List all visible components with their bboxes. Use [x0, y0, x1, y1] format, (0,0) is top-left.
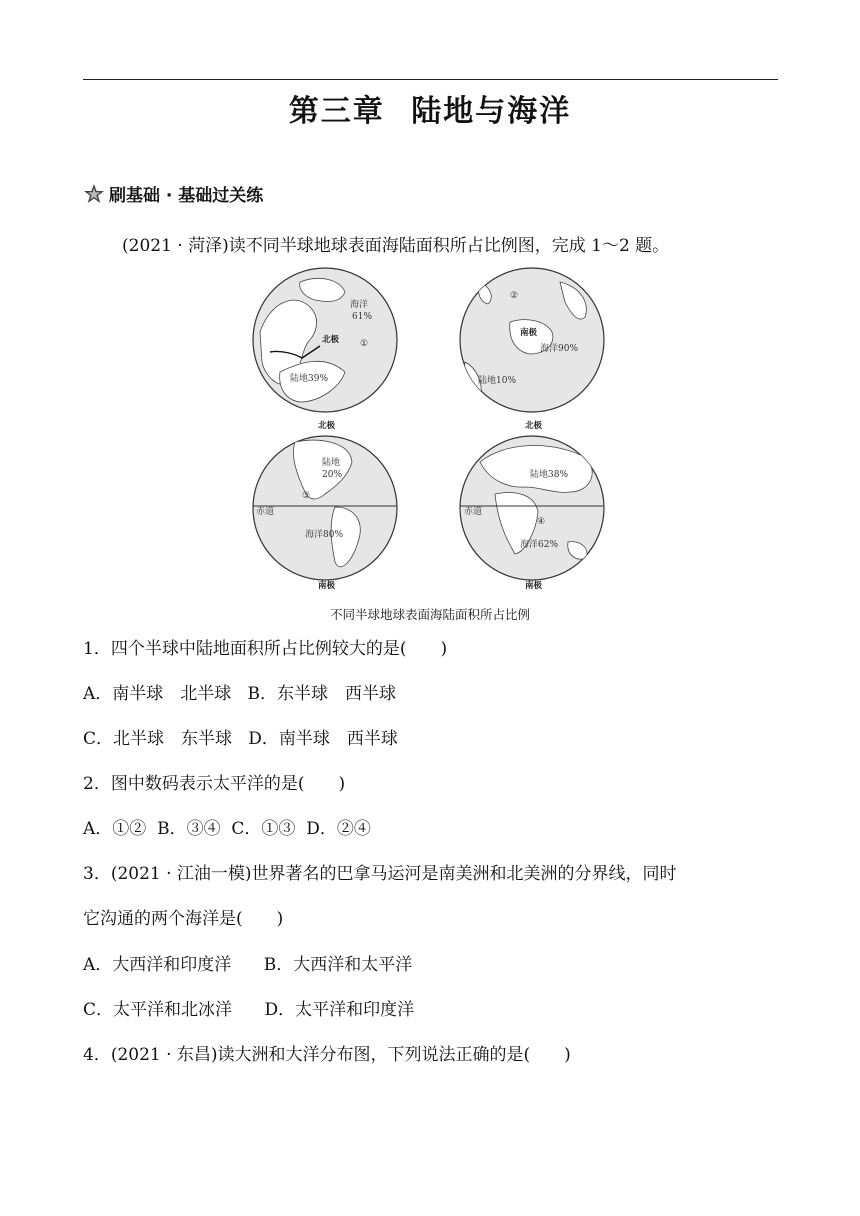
globe3-pole-bottom: 南极 — [318, 581, 336, 591]
top-rule — [83, 79, 778, 80]
globe2-marker: ② — [510, 291, 519, 301]
globe-west — [253, 420, 397, 591]
globe2-pole: 南极 — [520, 328, 538, 338]
star-icon — [83, 183, 105, 205]
question-3-stem-cont: 它沟通的两个海洋是( ) — [83, 909, 284, 929]
globe4-equator: 赤道 — [464, 507, 483, 517]
globe2-land-label: 陆地10% — [478, 376, 517, 386]
globe4-pole-top: 北极 — [525, 421, 543, 431]
globe3-marker: ③ — [302, 491, 311, 501]
globe-east — [460, 420, 604, 591]
globe3-land-label: 陆地 — [322, 458, 341, 468]
globe3-equator: 赤道 — [256, 507, 275, 517]
globe3-ocean-label: 海洋80% — [305, 530, 344, 540]
question-3-options-row-2 — [83, 995, 414, 1020]
globe4-marker: ④ — [537, 517, 546, 527]
option-b: B．大西洋和太平洋 — [263, 955, 413, 975]
figure-caption: 不同半球地球表面海陆面积所占比例 — [329, 607, 530, 622]
question-1-stem: 1．四个半球中陆地面积所占比例较大的是( ) — [83, 639, 448, 659]
globe1-ocean-pct: 61% — [352, 312, 373, 322]
globe1-marker: ① — [360, 339, 369, 349]
hemisphere-figure — [240, 262, 620, 602]
section-title: 刷基础 · 基础过关练 — [109, 186, 264, 206]
question-2-options — [83, 814, 371, 839]
question-1-options-row-2 — [83, 724, 398, 749]
globe4-ocean-label: 海洋62% — [520, 540, 559, 550]
globe2-ocean-label: 海洋90% — [540, 344, 579, 354]
option-b: B．③④ — [157, 819, 221, 839]
globe4-land-label: 陆地38% — [530, 470, 569, 480]
question-3-options-row-1 — [83, 950, 412, 975]
globe-north — [253, 268, 397, 412]
globe3-pole-top: 北极 — [318, 421, 336, 431]
option-c: C．①③ — [231, 819, 296, 839]
option-c: C．太平洋和北冰洋 — [83, 1000, 233, 1020]
globe1-ocean-label: 海洋 — [350, 300, 369, 310]
hemispheres-image — [240, 262, 620, 602]
option-a: A．①② — [83, 819, 147, 839]
option-c: C．北半球 东半球 — [83, 729, 233, 749]
globe1-pole: 北极 — [322, 335, 340, 345]
intro-text: (2021 · 菏泽)读不同半球地球表面海陆面积所占比例图，完成 1～2 题。 — [122, 236, 670, 256]
globe4-pole-bottom: 南极 — [525, 581, 543, 591]
option-d: D．太平洋和印度洋 — [264, 1000, 415, 1020]
question-4-stem: 4．(2021 · 东昌)读大洲和大洋分布图，下列说法正确的是( ) — [83, 1045, 571, 1065]
globe-south — [460, 268, 604, 412]
option-d: D．②④ — [306, 819, 371, 839]
option-a: A．大西洋和印度洋 — [83, 955, 232, 975]
section-header — [83, 181, 263, 206]
globe1-land-label: 陆地39% — [290, 374, 329, 384]
question-2-stem: 2．图中数码表示太平洋的是( ) — [83, 774, 346, 794]
option-d: D．南半球 西半球 — [248, 729, 398, 749]
chapter-title: 第三章 陆地与海洋 — [288, 94, 572, 129]
option-b: B．东半球 西半球 — [247, 684, 396, 704]
question-3-stem: 3．(2021 · 江油一模)世界著名的巴拿马运河是南美洲和北美洲的分界线，同时 — [83, 864, 677, 884]
question-1-options-row-1 — [83, 679, 396, 704]
globe3-land-pct: 20% — [322, 470, 343, 480]
option-a: A．南半球 北半球 — [83, 684, 232, 704]
